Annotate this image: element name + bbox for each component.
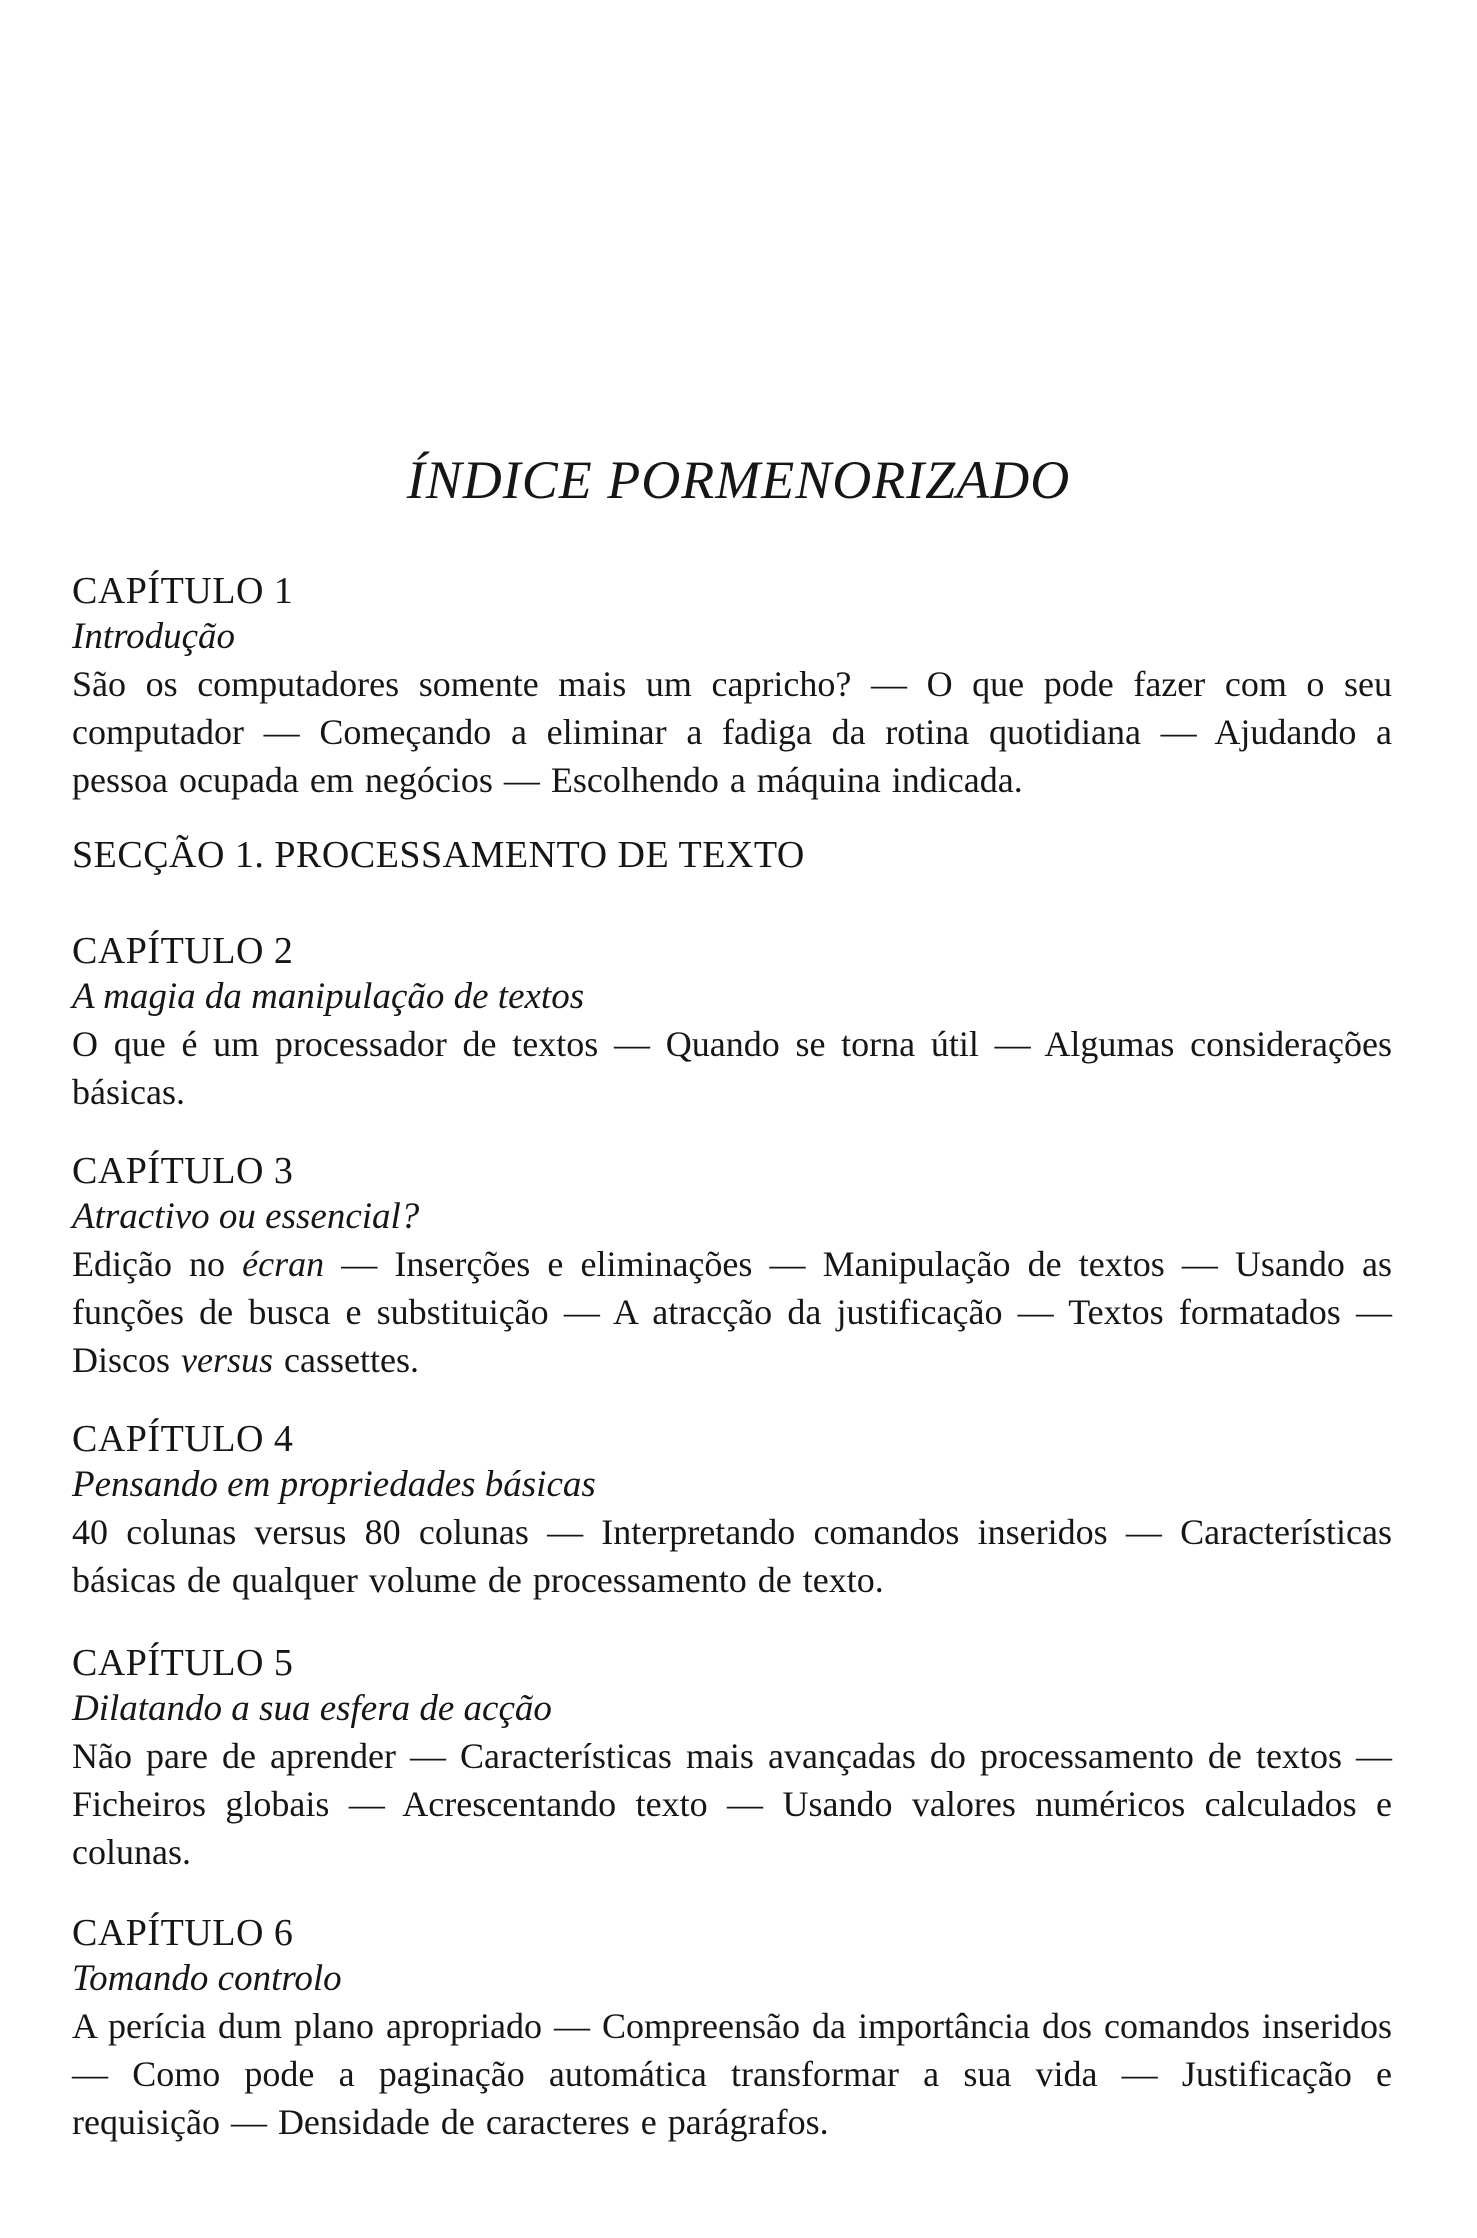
page-title: ÍNDICE PORMENORIZADO — [406, 450, 1071, 510]
chapter-2-subtitle: A magia da manipulação de textos — [72, 976, 585, 1017]
chapter-4-subtitle: Pensando em propriedades básicas — [72, 1464, 596, 1505]
chapter-3-description-emphasis: écran — [242, 1244, 325, 1284]
chapter-5-subtitle: Dilatando a sua esfera de acção — [72, 1688, 552, 1729]
chapter-3-subtitle: Atractivo ou essencial? — [72, 1196, 420, 1237]
chapter-6-entry — [72, 1910, 1392, 2146]
chapter-3-description-emphasis: versus — [181, 1340, 273, 1380]
chapter-2-entry — [72, 928, 1392, 1116]
chapter-3-entry — [72, 1148, 1392, 1384]
chapter-5-description: Não pare de aprender — Características mais avançadas do processamento de textos — Ficheiros globais — Acrescentando texto — Usando valores numéricos calculados e colunas. — [72, 1736, 1392, 1872]
chapter-4-entry — [72, 1416, 1392, 1604]
chapter-3-heading: CAPÍTULO 3 — [72, 1150, 294, 1192]
chapter-1-description: São os computadores somente mais um capricho? — O que pode fazer com o seu computador — Começando a eliminar a fadiga da rotina quotidiana — Ajudando a pessoa ocupada em negócios — Escolhendo a máquina indicada. — [72, 664, 1392, 800]
section-1-entry — [72, 832, 1392, 878]
chapter-4-heading: CAPÍTULO 4 — [72, 1418, 294, 1460]
chapter-5-entry — [72, 1640, 1392, 1876]
chapter-6-heading: CAPÍTULO 6 — [72, 1912, 294, 1954]
chapter-1-entry — [72, 568, 1392, 804]
chapter-3-description-part: cassettes. — [273, 1340, 419, 1380]
chapter-6-subtitle: Tomando controlo — [72, 1958, 342, 1999]
section-1-heading: SECÇÃO 1. PROCESSAMENTO DE TEXTO — [72, 834, 805, 876]
chapter-2-description: O que é um processador de textos — Quando se torna útil — Algumas considerações básicas. — [72, 1024, 1392, 1112]
chapter-2-heading: CAPÍTULO 2 — [72, 930, 294, 972]
chapter-1-subtitle: Introdução — [72, 616, 236, 657]
chapter-1-heading: CAPÍTULO 1 — [72, 570, 294, 612]
chapter-3-description-part: — Inserções e eliminações — Manipulação de textos — Usando as funções de busca e substituição — A atracção da justificação — Textos formatados — Discos — [72, 1244, 1393, 1380]
chapter-3-description — [72, 1240, 1392, 1384]
chapter-4-description: 40 colunas versus 80 colunas — Interpretando comandos inseridos — Características básicas de qualquer volume de processamento de texto. — [72, 1512, 1392, 1600]
chapter-6-description: A perícia dum plano apropriado — Compreensão da importância dos comandos inseridos — Como pode a paginação automática transformar a sua vida — Justificação e requisição — Densidade de caracteres e parágrafos. — [72, 2006, 1392, 2142]
chapter-5-heading: CAPÍTULO 5 — [72, 1642, 294, 1684]
chapter-3-description-part: Edição no — [72, 1244, 243, 1284]
